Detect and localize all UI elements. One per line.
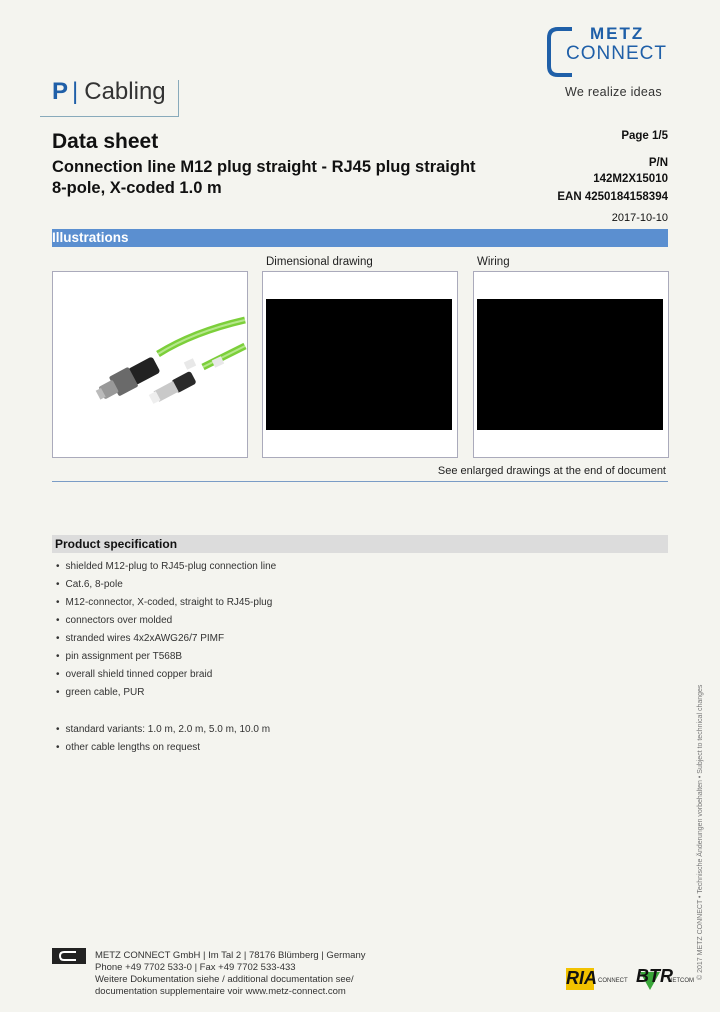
spec-item: • pin assignment per T568B (56, 651, 182, 662)
spec-item: • connectors over molded (56, 615, 172, 626)
pn-label: P/N (648, 157, 668, 169)
spec-item: • green cable, PUR (56, 687, 144, 698)
spec-item: • other cable lengths on request (56, 742, 200, 753)
wiring-label: Wiring (477, 256, 510, 268)
dimensional-drawing-image (266, 299, 452, 430)
product-photo-icon (53, 272, 247, 457)
pn-value: 142M2X15010 (593, 173, 668, 185)
drawings-note: See enlarged drawings at the end of document (437, 465, 666, 477)
btr-logo-sub: NETCOM (668, 978, 694, 984)
brand-text: Cabling (84, 78, 166, 105)
brand-letter: P (52, 78, 69, 105)
product-spec-heading: Product specification (55, 537, 178, 551)
dimensional-drawing-label: Dimensional drawing (266, 256, 373, 268)
side-note: © 2017 METZ CONNECT • Technische Änderungen vorbehalten • Subject to technical changes (697, 684, 704, 980)
brand-divider: | (72, 78, 79, 105)
footer-doc-note: Weitere Dokumentation siehe / additional documentation see/ (95, 974, 354, 985)
spec-item: • stranded wires 4x2xAWG26/7 PIMF (56, 633, 224, 644)
spec-item: • standard variants: 1.0 m, 2.0 m, 5.0 m, 10.0 m (56, 724, 270, 735)
wiring-image (477, 299, 663, 430)
product-title-line1: Connection line M12 plug straight - RJ45 plug straight (52, 158, 476, 176)
tagline: We realize ideas (565, 85, 662, 99)
dimensional-drawing-panel (262, 271, 458, 458)
page-number: Page 1/5 (621, 130, 668, 142)
wiring-panel (473, 271, 669, 458)
product-photo-panel (52, 271, 248, 458)
ean-number: EAN 4250184158394 (557, 191, 668, 203)
footer-website: documentation supplementaire voir www.metz-connect.com (95, 986, 346, 997)
ria-logo-sub: CONNECT (598, 978, 628, 984)
illustrations-heading: Illustrations (52, 230, 129, 245)
product-spec-heading-bar (52, 535, 668, 553)
spec-item: • overall shield tinned copper braid (56, 669, 212, 680)
spec-item: • shielded M12-plug to RJ45-plug connection line (56, 561, 276, 572)
footer-address: METZ CONNECT GmbH | Im Tal 2 | 78176 Blümberg | Germany (95, 950, 366, 961)
ria-logo: RIA (566, 968, 597, 988)
illustrations-heading-bar (52, 229, 668, 247)
product-title (52, 157, 512, 199)
document-date: 2017-10-10 (611, 212, 668, 224)
product-title-line2: 8-pole, X-coded 1.0 m (52, 179, 222, 197)
spec-item: • Cat.6, 8-pole (56, 579, 123, 590)
brand-frame-base (40, 116, 179, 117)
logo-connect: CONNECT (566, 43, 667, 64)
section-divider (52, 481, 668, 482)
footer-logo-icon (52, 948, 86, 964)
brand-frame (178, 80, 179, 116)
page-title: Data sheet (52, 130, 159, 153)
spec-item: • M12-connector, X-coded, straight to RJ45-plug (56, 597, 272, 608)
footer-phone: Phone +49 7702 533-0 | Fax +49 7702 533-433 (95, 962, 296, 973)
btr-logo: BTR (636, 966, 673, 986)
brand-title (52, 78, 166, 106)
logo-metz: METZ (590, 24, 645, 43)
